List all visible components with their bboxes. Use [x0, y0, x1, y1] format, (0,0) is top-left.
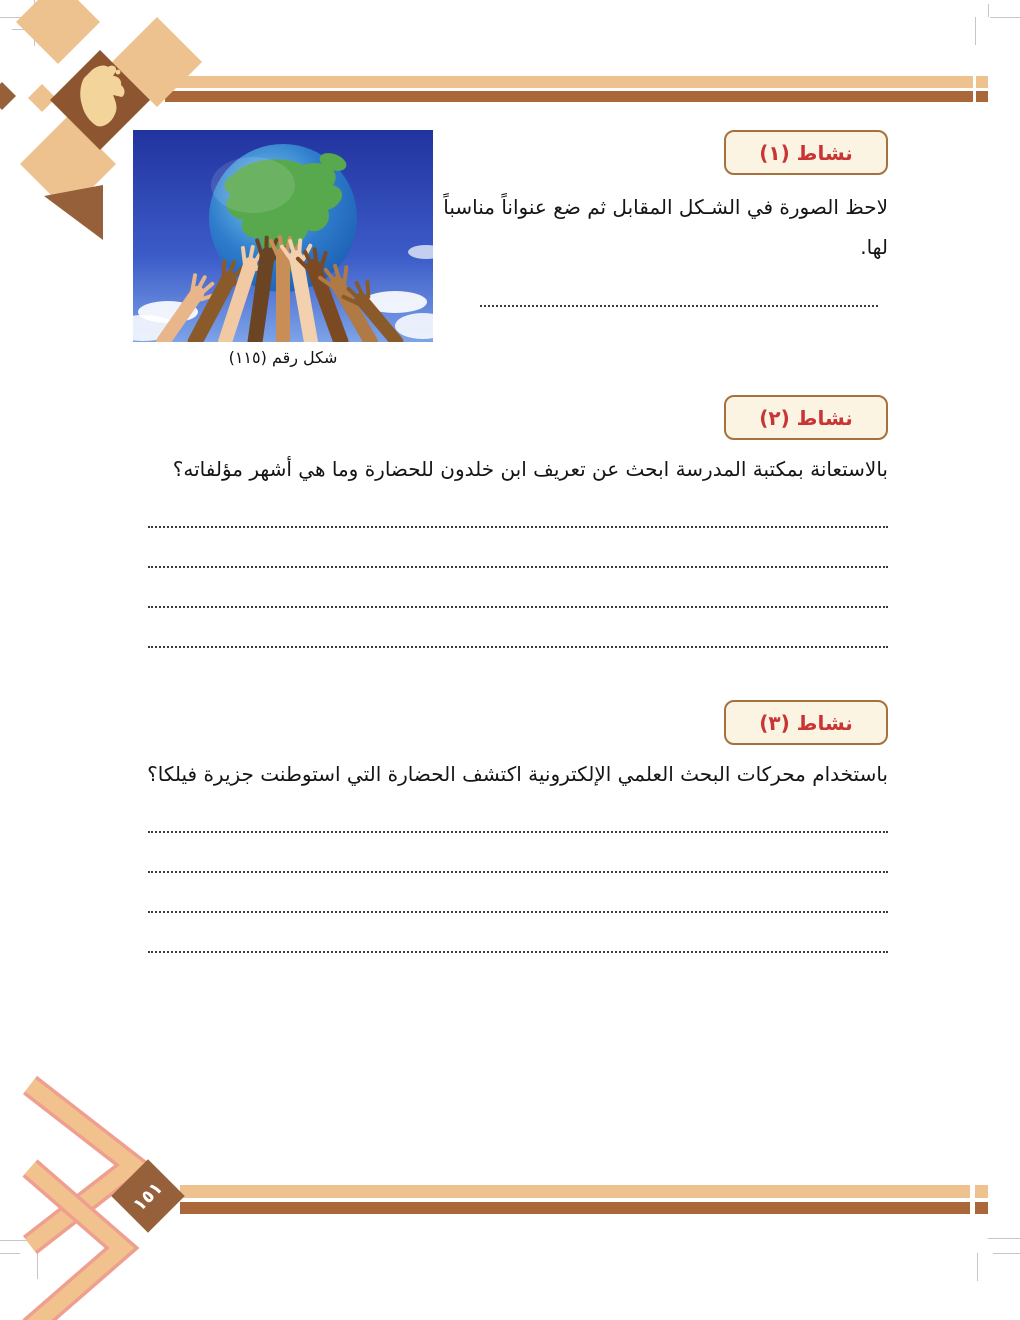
activity-1-label-box	[724, 130, 888, 175]
footer-stripe-end	[975, 1202, 988, 1214]
footer-ornament	[0, 1060, 220, 1320]
crop-mark	[993, 1253, 1020, 1254]
answer-line	[148, 528, 888, 568]
header-stripe-tan	[165, 76, 973, 88]
answer-line	[148, 608, 888, 648]
footer-stripe-brown	[180, 1202, 970, 1214]
crop-mark	[977, 1253, 978, 1281]
activity-3-label: نشاط (٣)	[759, 710, 853, 735]
answer-line	[148, 568, 888, 608]
answer-line	[480, 281, 878, 307]
answer-line	[148, 833, 888, 873]
activity-3-label-box	[724, 700, 888, 745]
activity-1-answers	[132, 281, 888, 307]
activity-2-label-box	[724, 395, 888, 440]
answer-line	[148, 488, 888, 528]
crop-mark	[975, 17, 976, 45]
activity-2-text: بالاستعانة بمكتبة المدرسة ابحث عن تعريف ابن خلدون للحضارة وما هي أشهر مؤلفاته؟	[172, 457, 888, 481]
figure-caption: شكل رقم (١١٥)	[228, 348, 338, 367]
header-stripe-brown	[165, 91, 973, 102]
activity-3-text: باستخدام محركات البحث العلمي الإلكترونية اكتشف الحضارة التي استوطنت جزيرة فيلكا؟	[147, 762, 888, 786]
answer-line	[148, 913, 888, 953]
header-stripe-end	[976, 91, 988, 102]
page-number: ١٥١	[128, 1176, 168, 1216]
crop-mark	[990, 17, 1020, 18]
answer-line	[148, 793, 888, 833]
activity-1	[132, 130, 888, 307]
footer-stripe-end	[975, 1185, 988, 1198]
activity-2-answers	[148, 488, 888, 648]
activity-3	[148, 700, 888, 953]
activity-1-text: لاحظ الصورة في الشـكل المقابل ثم ضع عنواناً مناسباً لها.	[443, 195, 888, 259]
crop-mark	[988, 4, 989, 17]
footer-stripe-tan	[180, 1185, 970, 1198]
answer-line	[148, 873, 888, 913]
crop-mark	[988, 1238, 1020, 1239]
activity-1-label: نشاط (١)	[759, 140, 853, 165]
activity-2-label: نشاط (٢)	[759, 405, 853, 430]
header-stripe-end	[976, 76, 988, 88]
activity-2	[148, 395, 888, 648]
activity-3-answers	[148, 793, 888, 953]
